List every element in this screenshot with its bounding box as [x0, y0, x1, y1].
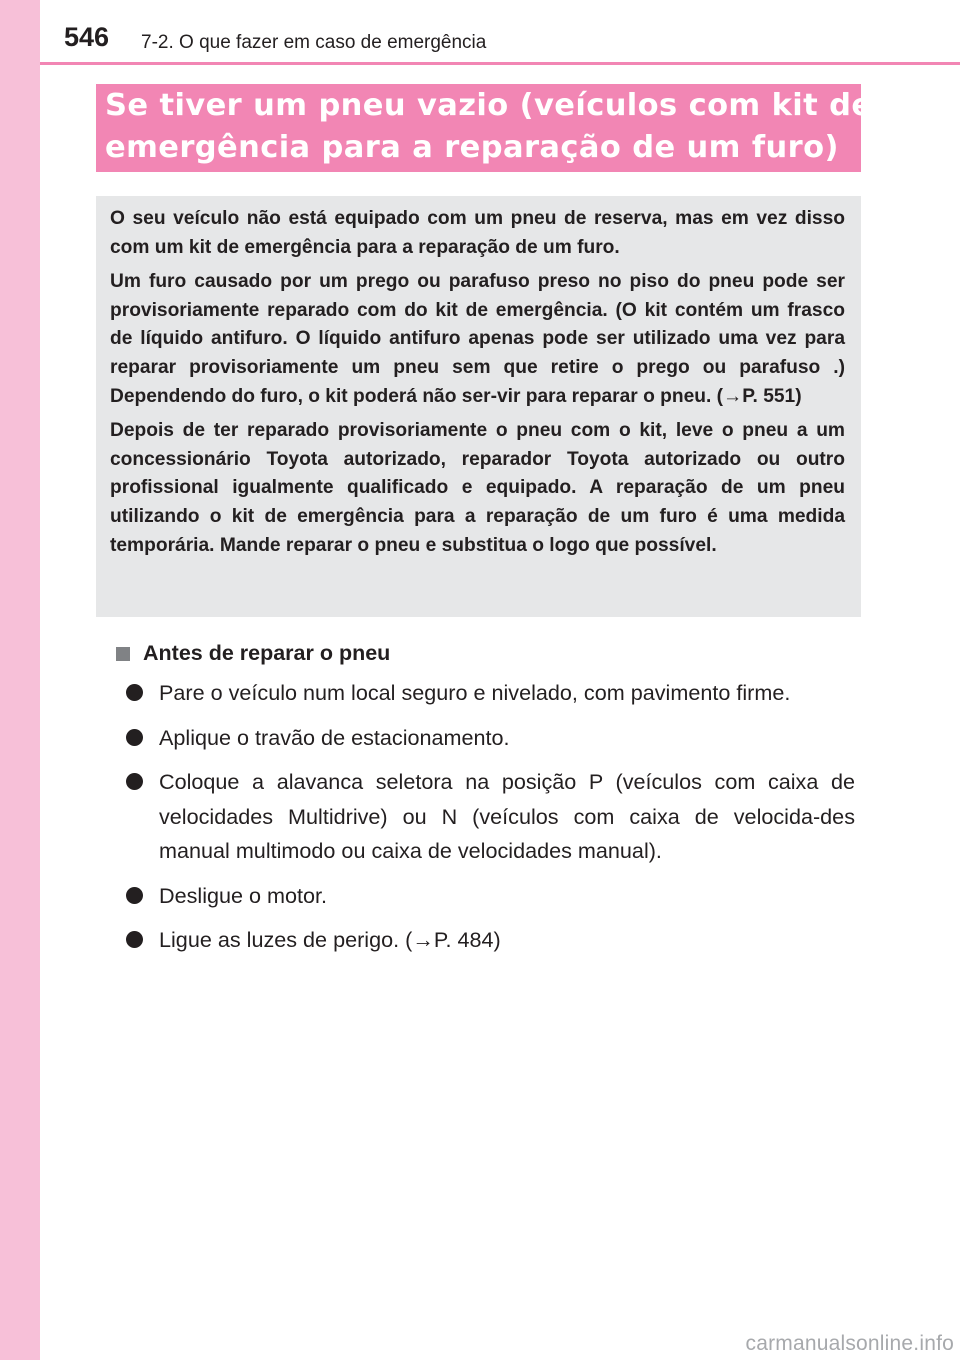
info-paragraph-2: Um furo causado por um prego ou parafuso preso no piso do pneu pode ser provisoriamente reparado com do kit de emergência. (O kit contém um frasco de líquido antifuro. O líquido antifuro apenas pode ser utilizado uma vez para reparar provisoriamente um pneu sem que retire o prego ou parafuso .) Dependendo do furo, o kit poderá não ser-vir para reparar o pneu. (→P. 551): [110, 271, 845, 407]
side-color-strip: [0, 0, 40, 1360]
circle-bullet-icon: [126, 684, 143, 701]
list-item-text: Aplique o travão de estacionamento.: [159, 724, 510, 750]
page-number: 546: [64, 22, 110, 52]
subsection-heading-text: Antes de reparar o pneu: [143, 640, 391, 665]
info-paragraph-1: O seu veículo não está equipado com um pneu de reserva, mas em vez disso com um kit de emergência para a reparação de um furo.: [110, 208, 845, 258]
list-item-text: Pare o veículo num local seguro e nivelado, com pavimento firme.: [159, 680, 791, 705]
info-box: [96, 196, 861, 617]
list-item-text: Coloque a alavanca seletora na posição P (veículos com caixa de velocidades Multidrive) ou N (veículos com caixa de velocida-des manual multimodo ou caixa de velocidades manual).: [159, 769, 855, 863]
subsection-heading: [116, 638, 861, 668]
circle-bullet-icon: [126, 729, 143, 746]
square-bullet-icon: [116, 647, 130, 661]
header-rule: [40, 62, 960, 65]
bullet-list: [116, 676, 861, 958]
section-title-line-2: emergência para a reparação de um furo): [105, 130, 839, 165]
info-paragraph-3: Depois de ter reparado provisoriamente o pneu com o kit, leve o pneu a um concessionário Toyota autorizado, reparador Toyota autorizado ou outro profissional igualmente qualificado e equipado. A reparação de um pneu utilizando o kit de emergência para a reparação de um furo é uma medida temporária. Mande reparar o pneu e substitua o logo que possível.: [110, 420, 845, 556]
watermark-text: carmanualsonline.info: [745, 1332, 954, 1355]
section-title: [96, 84, 873, 172]
list-item: [116, 721, 861, 756]
list-item: [116, 923, 861, 958]
chapter-title: 7-2. O que fazer em caso de emergência: [141, 32, 487, 53]
circle-bullet-icon: [126, 931, 143, 948]
list-item: [116, 879, 861, 914]
section-title-line-1: Se tiver um pneu vazio (veículos com kit de: [105, 88, 873, 123]
list-item-text: Desligue o motor.: [159, 882, 328, 908]
list-item-text: Ligue as luzes de perigo. (→P. 484): [159, 927, 501, 952]
circle-bullet-icon: [126, 773, 143, 790]
list-item: [116, 765, 861, 869]
circle-bullet-icon: [126, 887, 143, 904]
list-item: [116, 676, 861, 711]
subsection-before-repair: [116, 638, 861, 968]
